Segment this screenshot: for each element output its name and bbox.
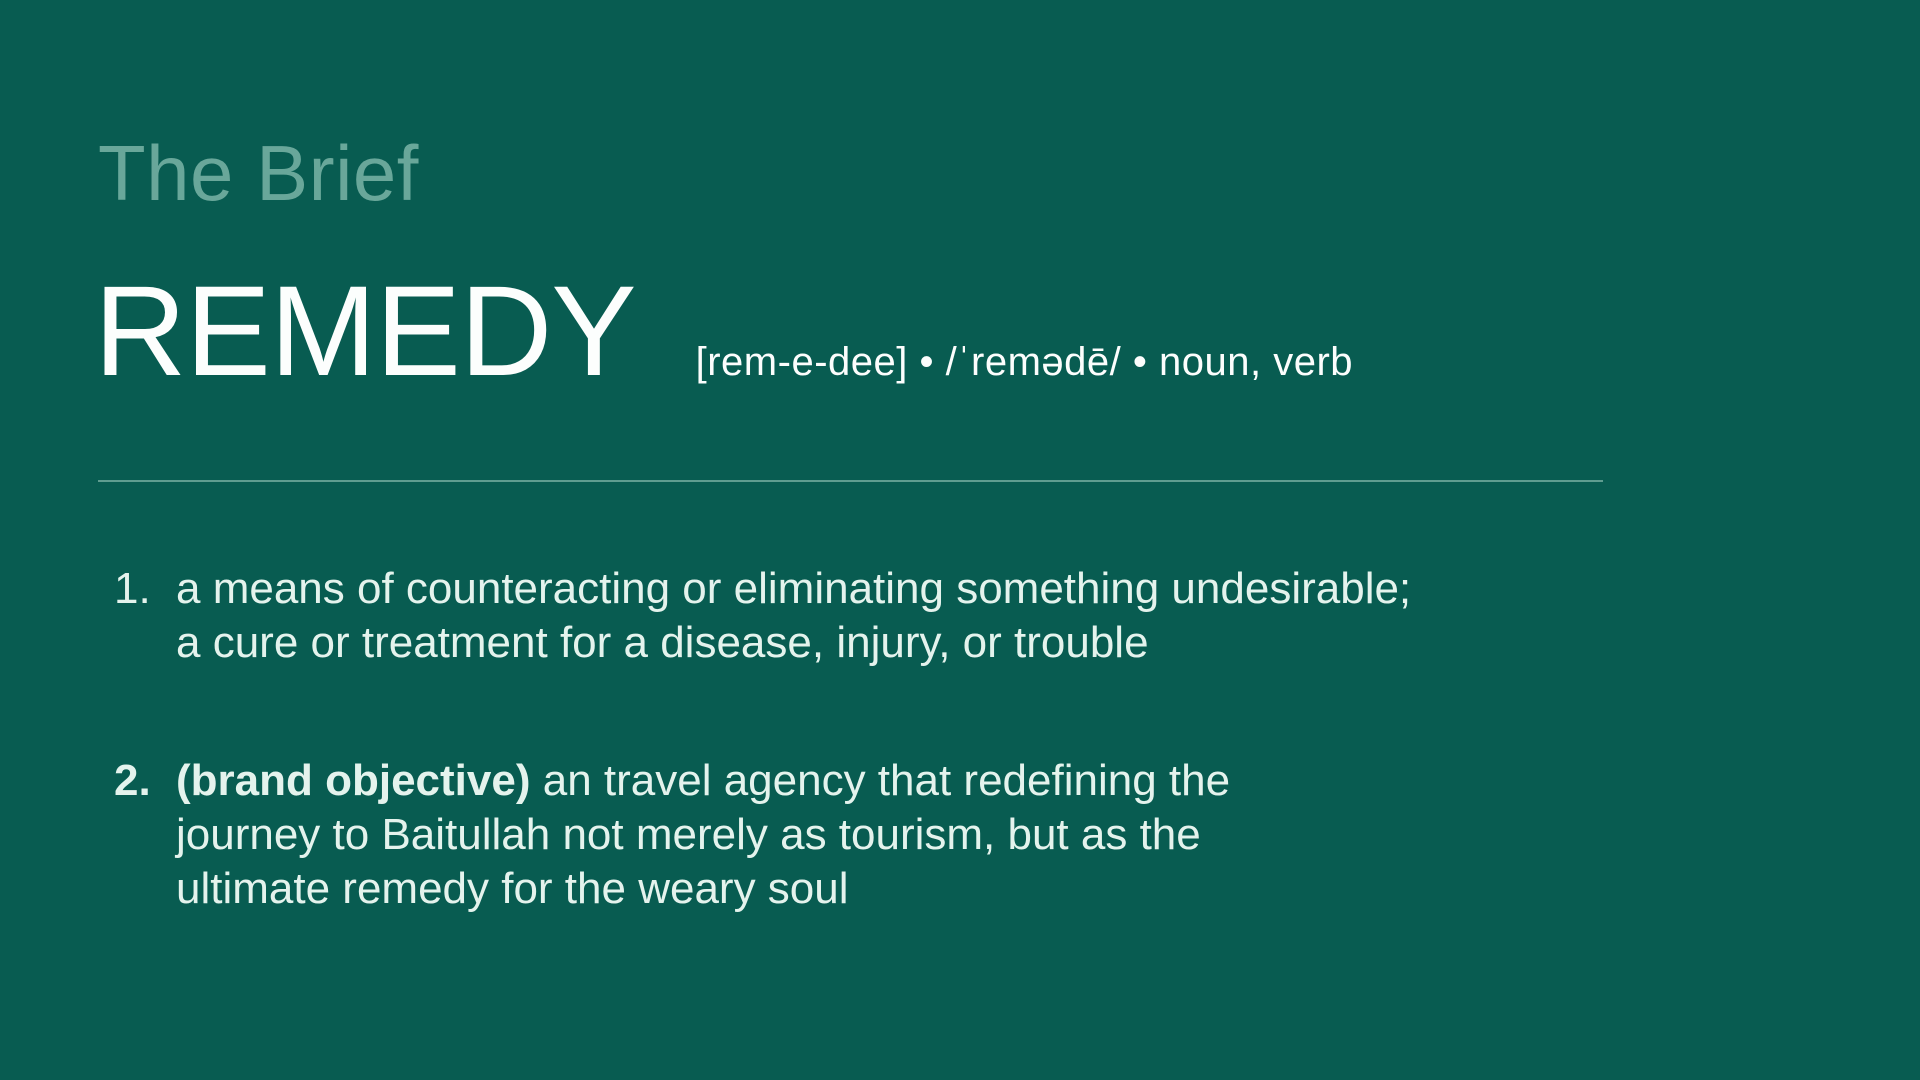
- divider-line: [98, 480, 1603, 482]
- definition-item: [114, 562, 1411, 670]
- definition-text: (brand objective) an travel agency that redefining the journey to Baitullah not merely as tourism, but as the ultimate remedy for the weary soul: [176, 756, 1231, 913]
- definition-text: a means of counteracting or eliminating something undesirable; a cure or treatment for a disease, injury, or trouble: [176, 564, 1412, 667]
- pronunciation-text: [rem-e-dee] • /ˈremədē/ • noun, verb: [695, 340, 1354, 384]
- defined-word-heading: REMEDY: [94, 260, 636, 403]
- definition-number: 2.: [114, 756, 151, 805]
- slide-eyebrow-title: The Brief: [98, 129, 419, 217]
- definition-list: [114, 562, 1411, 916]
- definition-bold-prefix: (brand objective): [176, 756, 543, 805]
- definition-number: 1.: [114, 564, 151, 613]
- word-row: [94, 260, 1354, 403]
- definition-item: [114, 754, 1411, 916]
